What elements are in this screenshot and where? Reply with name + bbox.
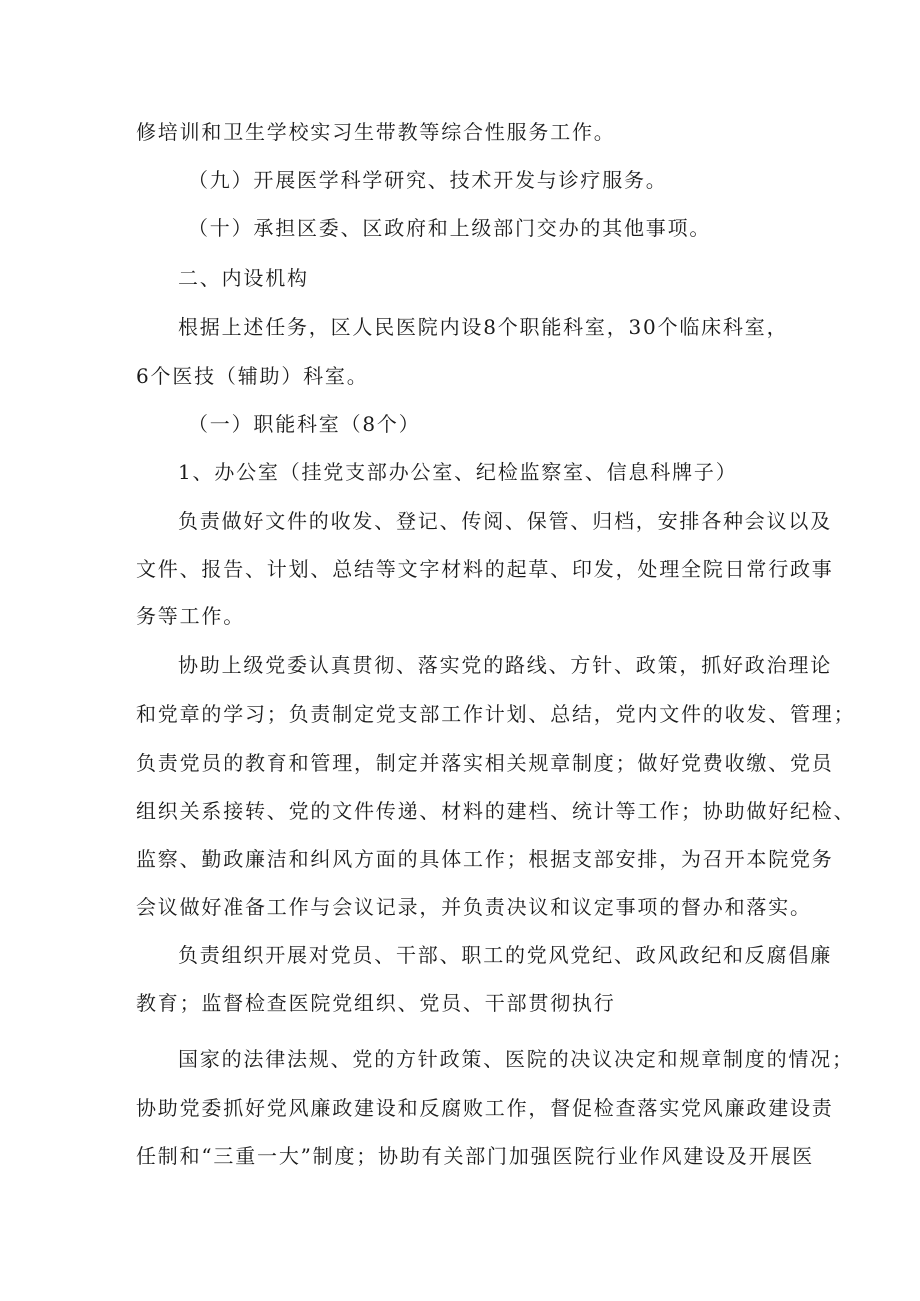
text-line: 和党章的学习；负责制定党支部工作计划、总结，党内文件的收发、管理； (136, 702, 856, 726)
text-line: 文件、报告、计划、总结等文字材料的起草、印发，处理全院日常行政事 (136, 557, 834, 581)
text-line: 6个医技（辅助）科室。 (136, 364, 369, 388)
text-line: 负责做好文件的收发、登记、传阅、保管、归档，安排各种会议以及 (178, 509, 832, 533)
text-line: 会议做好准备工作与会议记录，并负责决议和议定事项的督办和落实。 (136, 895, 812, 919)
item-heading: 1、办公室（挂党支部办公室、纪检监察室、信息科牌子） (178, 460, 738, 484)
text-line: 任制和“三重一大”制度；协助有关部门加强医院行业作风建设及开展医 (136, 1144, 815, 1168)
text-line: 组织关系接转、党的文件传递、材料的建档、统计等工作；协助做好纪检、 (136, 799, 856, 823)
text-line: 国家的法律法规、党的方针政策、医院的决议决定和规章制度的情况； (178, 1047, 854, 1071)
text-line: 协助党委抓好党风廉政建设和反腐败工作，督促检查落实党风廉政建设责 (136, 1096, 834, 1120)
text-line: （九）开展医学科学研究、技术开发与诊疗服务。 (188, 168, 668, 192)
text-line: 修培训和卫生学校实习生带教等综合性服务工作。 (136, 120, 616, 144)
text-line: （十）承担区委、区政府和上级部门交办的其他事项。 (188, 216, 712, 240)
text-line: 协助上级党委认真贯彻、落实党的路线、方针、政策，抓好政治理论 (178, 653, 832, 677)
text-line: 负责组织开展对党员、干部、职工的党风党纪、政风政纪和反腐倡廉 (178, 943, 832, 967)
text-line: 务等工作。 (136, 604, 245, 628)
text-line: 根据上述任务，区人民医院内设8个职能科室，30个临床科室， (178, 315, 789, 339)
text-line: 教育；监督检查医院党组织、党员、干部贯彻执行 (136, 991, 616, 1015)
subsection-heading: （一）职能科室（8个） (188, 412, 421, 436)
text-line: 负责党员的教育和管理，制定并落实相关规章制度；做好党费收缴、党员 (136, 751, 834, 775)
section-heading: 二、内设机构 (178, 266, 309, 290)
text-line: 监察、勤政廉洁和纠风方面的具体工作；根据支部安排，为召开本院党务 (136, 847, 834, 871)
